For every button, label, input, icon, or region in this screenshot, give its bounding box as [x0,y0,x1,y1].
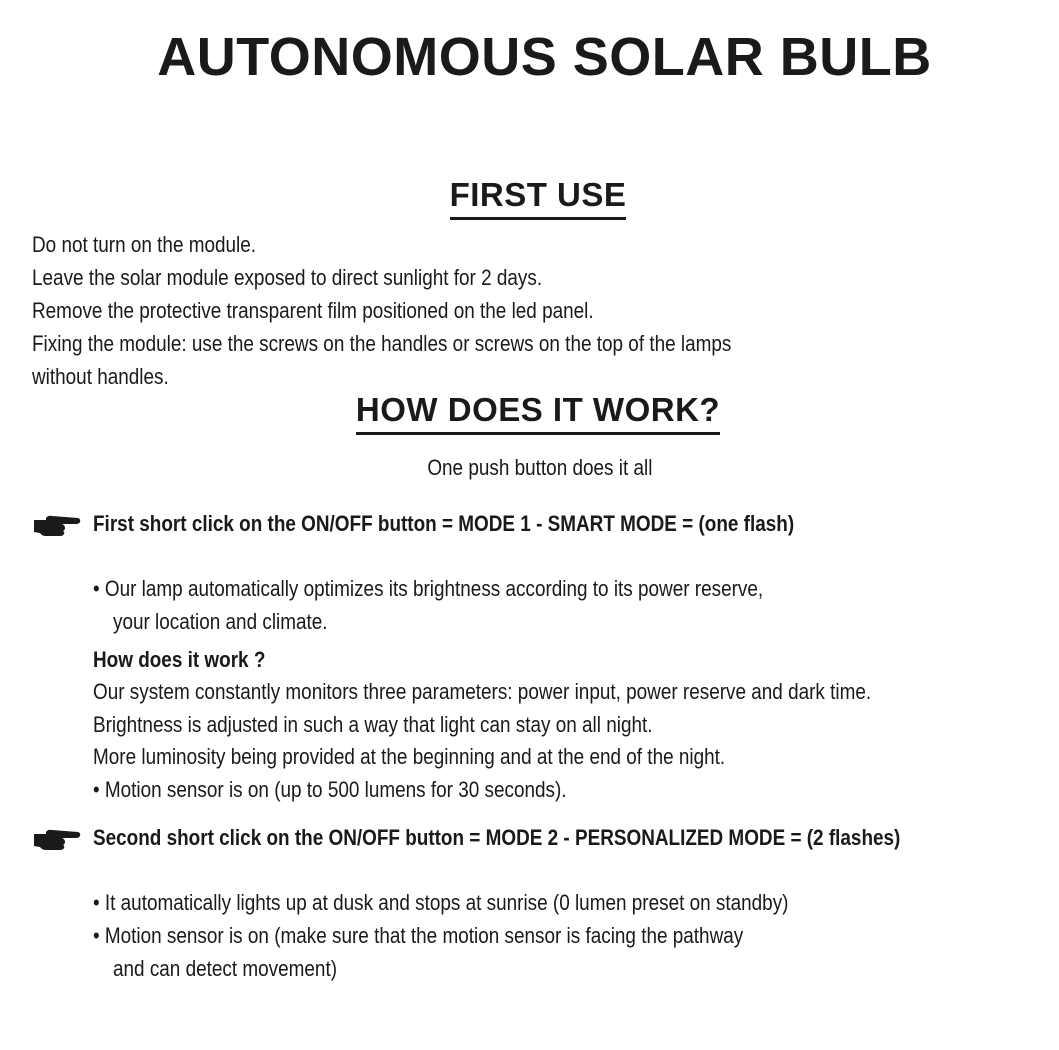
mode1-body-line: Brightness is adjusted in such a way that light can stay on all night. [93,712,653,737]
mode2-bullet-continued: and can detect movement) [113,956,338,981]
how-it-works-heading-text: HOW DOES IT WORK? [356,391,720,435]
tagline-text: One push button does it all [426,455,653,480]
first-use-line: Fixing the module: use the screws on the handles or screws on the top of the lamps [32,331,732,356]
first-use-line: Do not turn on the module. [32,232,257,257]
pointing-hand-icon [32,826,82,852]
first-use-line: Leave the solar module exposed to direct sunlight for 2 days. [32,265,543,290]
first-use-heading [440,176,636,220]
first-use-heading-text: FIRST USE [450,176,627,220]
first-use-line: without handles. [32,364,169,389]
page-title: AUTONOMOUS SOLAR BULB [157,27,932,87]
mode1-body-line: More luminosity being provided at the beginning and at the end of the night. [93,744,726,769]
mode1-bullet: • Our lamp automatically optimizes its brightness according to its power reserve, [93,576,764,601]
mode2-bullet: • Motion sensor is on (make sure that the motion sensor is facing the pathway [93,923,744,948]
mode2-heading: Second short click on the ON/OFF button = MODE 2 - PERSONALIZED MODE = (2 flashes) [93,825,901,850]
mode1-heading: First short click on the ON/OFF button = MODE 1 - SMART MODE = (one flash) [93,511,795,536]
mode1-bullet: • Motion sensor is on (up to 500 lumens for 30 seconds). [93,777,567,802]
pointing-hand-icon [32,512,82,538]
how-it-works-heading [332,391,744,435]
tagline [0,455,1059,481]
mode2-bullet: • It automatically lights up at dusk and stops at sunrise (0 lumen preset on standby) [93,890,789,915]
first-use-line: Remove the protective transparent film positioned on the led panel. [32,298,594,323]
mode1-body-line: Our system constantly monitors three parameters: power input, power reserve and dark time. [93,679,872,704]
mode1-subheading: How does it work ? [93,647,266,672]
mode1-bullet-continued: your location and climate. [113,609,328,634]
